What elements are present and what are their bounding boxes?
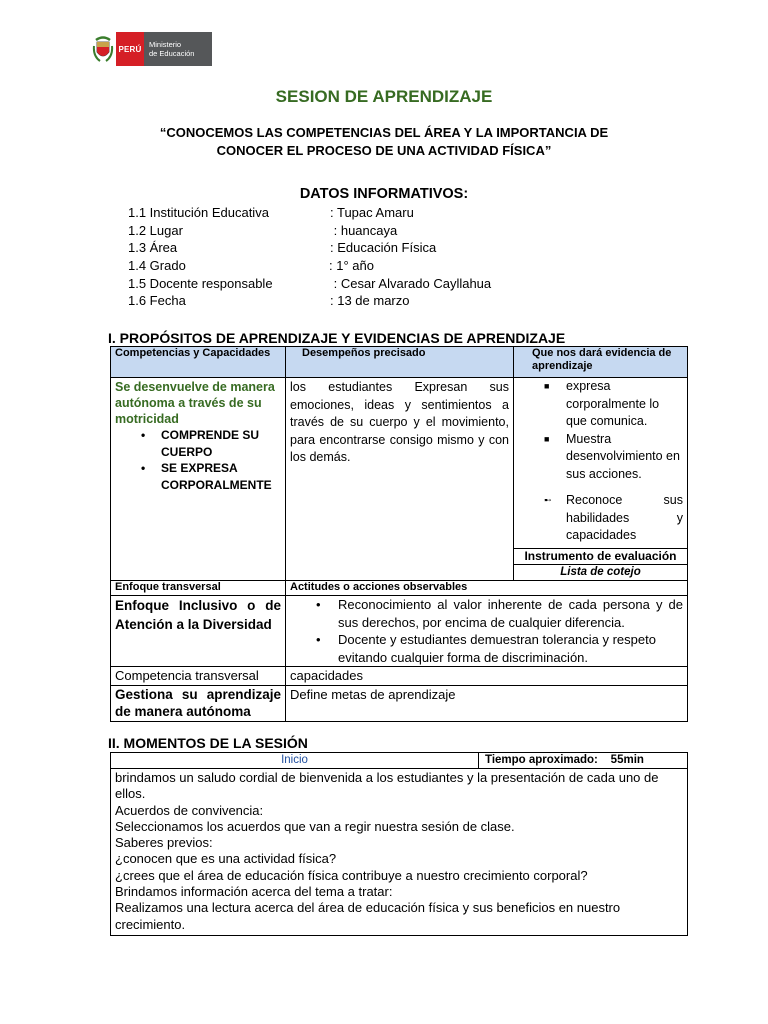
logo-ministry-line2: de Educación bbox=[149, 49, 195, 58]
desempeno-cell bbox=[286, 378, 514, 581]
list-item bbox=[290, 631, 683, 666]
evidencia-text: expresa corporalmente lo que comunica. bbox=[566, 379, 660, 428]
content-line: Saberes previos: bbox=[115, 835, 213, 851]
purposes-table bbox=[110, 346, 688, 722]
content-line: brindamos un saludo cordial de bienvenida a los estudiantes y la presentación de cada uno de bbox=[115, 770, 659, 785]
actitudes-label: Actitudes o acciones observables bbox=[286, 581, 688, 596]
section2-heading: II. MOMENTOS DE LA SESIÓN bbox=[108, 735, 308, 751]
info-row bbox=[128, 276, 578, 294]
enfoque-label: Enfoque transversal bbox=[111, 581, 286, 596]
tiempo-cell bbox=[479, 753, 688, 769]
info-row bbox=[128, 258, 578, 276]
section1-heading: I. PROPÓSITOS DE APRENDIZAJE Y EVIDENCIAS DE APRENDIZAJE bbox=[108, 330, 566, 346]
info-value: : Tupac Amaru bbox=[330, 205, 414, 220]
content-line: Realizamos una lectura acerca del área de educación física y sus beneficios en nuestro bbox=[115, 900, 621, 916]
info-value: : 1° año bbox=[329, 258, 374, 273]
col-header-evidencia: Que nos dará evidencia de aprendizaje bbox=[514, 347, 688, 378]
datos-title: DATOS INFORMATIVOS: bbox=[299, 186, 469, 202]
evidencia-text: Muestra desenvolvimiento en sus acciones. bbox=[566, 431, 680, 481]
moments-table bbox=[110, 752, 688, 936]
list-item bbox=[141, 460, 281, 493]
tiempo-value: 55min bbox=[610, 754, 644, 766]
capacidad-text: SE EXPRESA CORPORALMENTE bbox=[161, 461, 272, 492]
col-header-competencias: Competencias y Capacidades bbox=[111, 347, 286, 378]
bullet-icon: • bbox=[316, 597, 321, 612]
coat-of-arms-icon bbox=[90, 32, 116, 66]
capacidades-list bbox=[141, 427, 281, 493]
capacidad-text: COMPRENDE SU CUERPO bbox=[161, 428, 260, 459]
square-bullet-icon: ■ bbox=[544, 433, 550, 444]
bullet-icon: • bbox=[141, 461, 146, 475]
list-item bbox=[518, 431, 683, 484]
logo-country: PERÚ bbox=[116, 32, 144, 66]
logo-ministry bbox=[144, 32, 212, 66]
info-row bbox=[128, 240, 578, 258]
info-label: 1.2 Lugar bbox=[128, 223, 183, 238]
evidencia-text: Reconoce sus habilidades y capacidades bbox=[566, 493, 683, 542]
list-item bbox=[518, 492, 683, 545]
info-label: 1.3 Área bbox=[128, 240, 178, 255]
actitud-text: Reconocimiento al valor inherente de cada persona y de sus derechos, por encima de cualquier diferencia. bbox=[338, 597, 683, 630]
actitudes-list bbox=[290, 596, 683, 666]
bullet-icon: • bbox=[316, 632, 321, 647]
actitudes-cell bbox=[286, 596, 688, 667]
list-item bbox=[518, 378, 683, 431]
arrow-bullet-icon: ➸ bbox=[544, 495, 552, 505]
bullet-icon: • bbox=[141, 428, 146, 442]
content-line: crecimiento. bbox=[115, 916, 186, 932]
info-label: 1.1 Institución Educativa bbox=[128, 205, 269, 220]
enfoque-name: Enfoque Inclusivo o de Atención a la Diversidad bbox=[111, 596, 286, 667]
content-line: ¿crees que el área de educación física contribuye a nuestro crecimiento corporal? bbox=[115, 867, 588, 883]
content-line: Acuerdos de convivencia: bbox=[115, 802, 264, 818]
competencia-name: Se desenvuelve de manera autónoma a través de su motricidad bbox=[115, 380, 275, 426]
col-header-desempenos: Desempeños precisado bbox=[286, 347, 514, 378]
page-title: SESION DE APRENDIZAJE bbox=[275, 87, 493, 106]
info-label: 1.5 Docente responsable bbox=[128, 276, 273, 291]
evidencias-list bbox=[518, 378, 683, 545]
instrumento-value: Lista de cotejo bbox=[514, 565, 688, 581]
actitud-text: Docente y estudiantes demuestran tolerancia y respeto evitando cualquier forma de discriminación. bbox=[338, 632, 656, 665]
subtitle-line2: CONOCER EL PROCESO DE UNA ACTIVIDAD FÍSICA” bbox=[216, 143, 552, 158]
info-label: 1.6 Fecha bbox=[128, 293, 186, 308]
evidencia-cell bbox=[514, 378, 688, 549]
list-item bbox=[290, 596, 683, 631]
capacidades-label: capacidades bbox=[286, 667, 688, 686]
tiempo-label: Tiempo aproximado: bbox=[485, 754, 598, 766]
inicio-content bbox=[111, 769, 688, 936]
content-line: ellos. bbox=[115, 786, 146, 802]
content-line: ¿conocen que es una actividad física? bbox=[115, 851, 337, 867]
info-value: : Cesar Alvarado Cayllahua bbox=[330, 276, 492, 291]
square-bullet-icon: ■ bbox=[544, 381, 550, 391]
comp-transversal-label: Competencia transversal bbox=[111, 667, 286, 686]
subtitle-line1: “CONOCEMOS LAS COMPETENCIAS DEL ÁREA Y LA IMPORTANCIA DE bbox=[159, 125, 609, 140]
instrumento-label: Instrumento de evaluación bbox=[514, 549, 688, 565]
info-row bbox=[128, 223, 578, 241]
comp-transversal-name: Gestiona su aprendizaje de manera autónoma bbox=[111, 685, 286, 721]
info-value: : Educación Física bbox=[330, 240, 437, 255]
ministry-logo bbox=[90, 32, 212, 66]
info-row bbox=[128, 293, 578, 311]
info-value: : huancaya bbox=[330, 223, 398, 238]
competencia-cell bbox=[111, 378, 286, 581]
info-value: : 13 de marzo bbox=[330, 293, 410, 308]
inicio-label: Inicio bbox=[111, 753, 479, 769]
content-line: Brindamos información acerca del tema a tratar: bbox=[115, 884, 393, 900]
desempeno-text: los estudiantes Expresan sus emociones, ideas y sentimientos a través de su cuerpo y el movimiento, para encontrarse consigo mismo y con los demás. bbox=[290, 380, 509, 464]
info-row bbox=[128, 205, 578, 223]
logo-ministry-line1: Ministerio bbox=[149, 40, 182, 49]
content-line: Seleccionamos los acuerdos que van a regir nuestra sesión de clase. bbox=[115, 818, 515, 834]
list-item bbox=[141, 427, 281, 460]
info-label: 1.4 Grado bbox=[128, 258, 186, 273]
capacidad-value: Define metas de aprendizaje bbox=[286, 685, 688, 721]
